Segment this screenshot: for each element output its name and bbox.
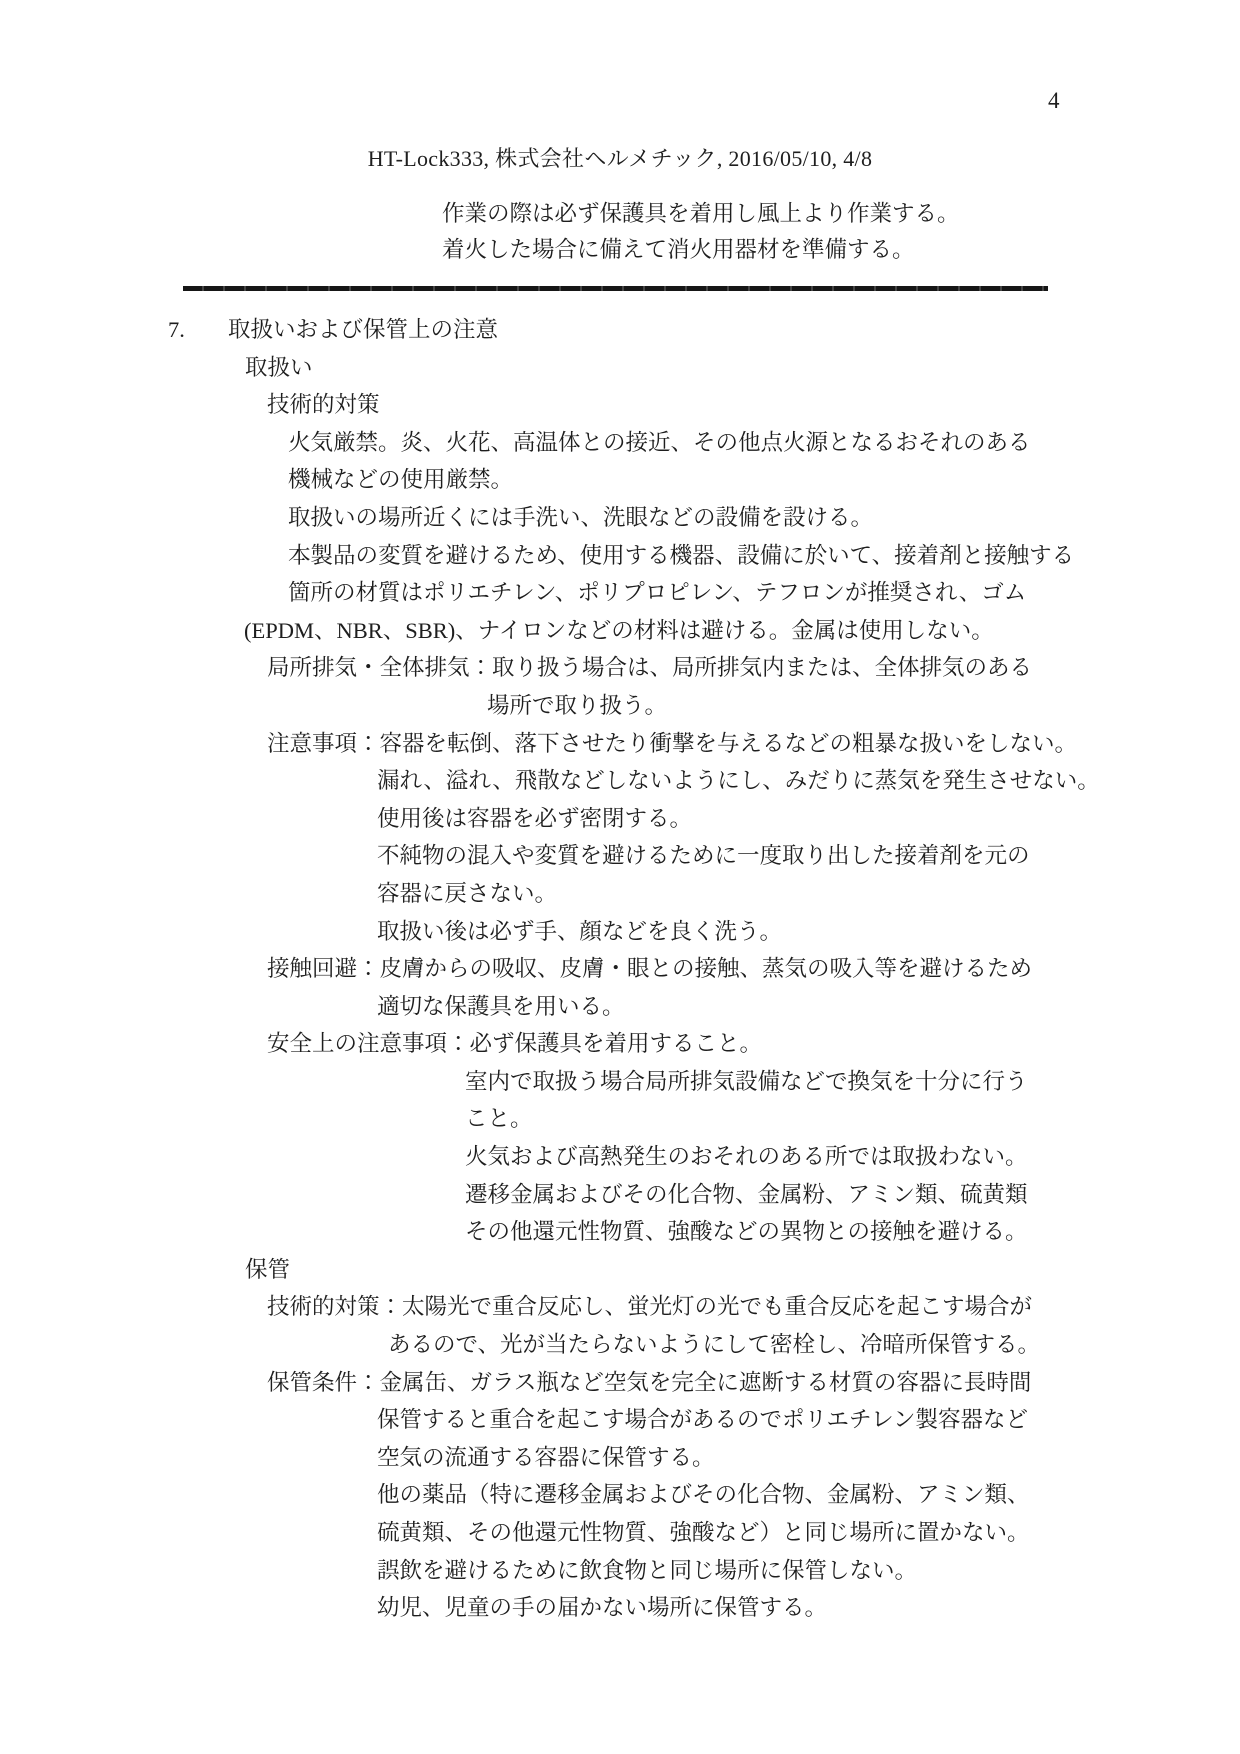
section-heading [0,311,1240,349]
text-line: 注意事項：容器を転倒、落下させたり衝撃を与えるなどの粗暴な扱いをしない。 [267,730,1078,756]
text-line: あるので、光が当たらないようにして密栓し、冷暗所保管する。 [388,1332,1041,1358]
text-line: 場所で取り扱う。 [487,692,668,718]
text-line: 室内で取扱う場合局所排気設備などで換気を十分に行う [465,1068,1028,1094]
text-line: 空気の流通する容器に保管する。 [377,1444,715,1470]
text-line: 保管すると重合を起こす場合があるのでポリエチレン製容器など [377,1407,1029,1433]
text-line: 漏れ、溢れ、飛散などしないようにし、みだりに蒸気を発生させない。 [377,768,1100,794]
text-line: 誤飲を避けるために飲食物と同じ場所に保管しない。 [377,1557,918,1583]
text-line: 幼児、児童の手の届かない場所に保管する。 [377,1595,828,1621]
text-line: 保管条件：金属缶、ガラス瓶など空気を完全に遮断する材質の容器に長時間 [267,1369,1032,1395]
text-line: こと。 [465,1106,533,1132]
text-line: 箇所の材質はポリエチレン、ポリプロピレン、テフロンが推奨され、ゴム [288,580,1027,606]
text-line: 取扱い後は必ず手、顔などを良く洗う。 [377,918,783,944]
text-line: 取扱いの場所近くには手洗い、洗眼などの設備を設ける。 [288,504,874,530]
text-line: (EPDM、NBR、SBR)、ナイロンなどの材料は避ける。金属は使用しない。 [244,617,994,643]
section-lines [0,349,1240,1627]
page-number: 4 [1048,88,1060,113]
text-line: 火気厳禁。炎、火花、高温体との接近、その他点火源となるおそれのある [288,429,1031,455]
section-handling-storage [0,311,1240,1627]
text-line: 技術的対策：太陽光で重合反応し、蛍光灯の光でも重合反応を起こす場合が [267,1294,1033,1320]
intro-line: 着火した場合に備えて消火用器材を準備する。 [442,236,915,262]
text-line: 不純物の混入や変質を避けるために一度取り出した接着剤を元の [377,843,1030,869]
text-line: 硫黄類、その他還元性物質、強酸など）と同じ場所に置かない。 [377,1520,1030,1545]
text-line: 火気および高熱発生のおそれのある所では取扱わない。 [465,1144,1028,1170]
text-line: 技術的対策 [267,392,380,418]
section-number: 7. [168,317,185,342]
text-line: 接触回避：皮膚からの吸収、皮膚・眼との接触、蒸気の吸入等を避けるため [267,956,1033,982]
text-line: 安全上の注意事項：必ず保護具を着用すること。 [267,1031,763,1057]
text-line: 保管 [245,1256,291,1282]
text-line: 適切な保護具を用いる。 [377,993,625,1019]
text-line: その他還元性物質、強酸などの異物との接触を避ける。 [465,1219,1028,1245]
document-header: HT-Lock333, 株式会社ヘルメチック, 2016/05/10, 4/8 [367,146,873,171]
text-line: 容器に戻さない。 [377,880,558,906]
intro-block [442,196,960,267]
text-line: 使用後は容器を必ず密閉する。 [377,805,693,831]
text-line: 本製品の変質を避けるため、使用する機器、設備に於いて、接着剤と接触する [288,542,1075,568]
section-divider [183,286,1048,291]
text-line: 機械などの使用厳禁。 [288,467,514,493]
intro-line: 作業の際は必ず保護具を着用し風上より作業する。 [442,201,960,226]
text-line: 遷移金属およびその化合物、金属粉、アミン類、硫黄類 [465,1181,1028,1207]
text-line: 他の薬品（特に遷移金属およびその化合物、金属粉、アミン類、 [377,1482,1030,1508]
text-line: 局所排気・全体排気：取り扱う場合は、局所排気内または、全体排気のある [267,655,1033,681]
section-title: 取扱いおよび保管上の注意 [228,317,499,342]
text-line: 取扱い [245,354,313,380]
